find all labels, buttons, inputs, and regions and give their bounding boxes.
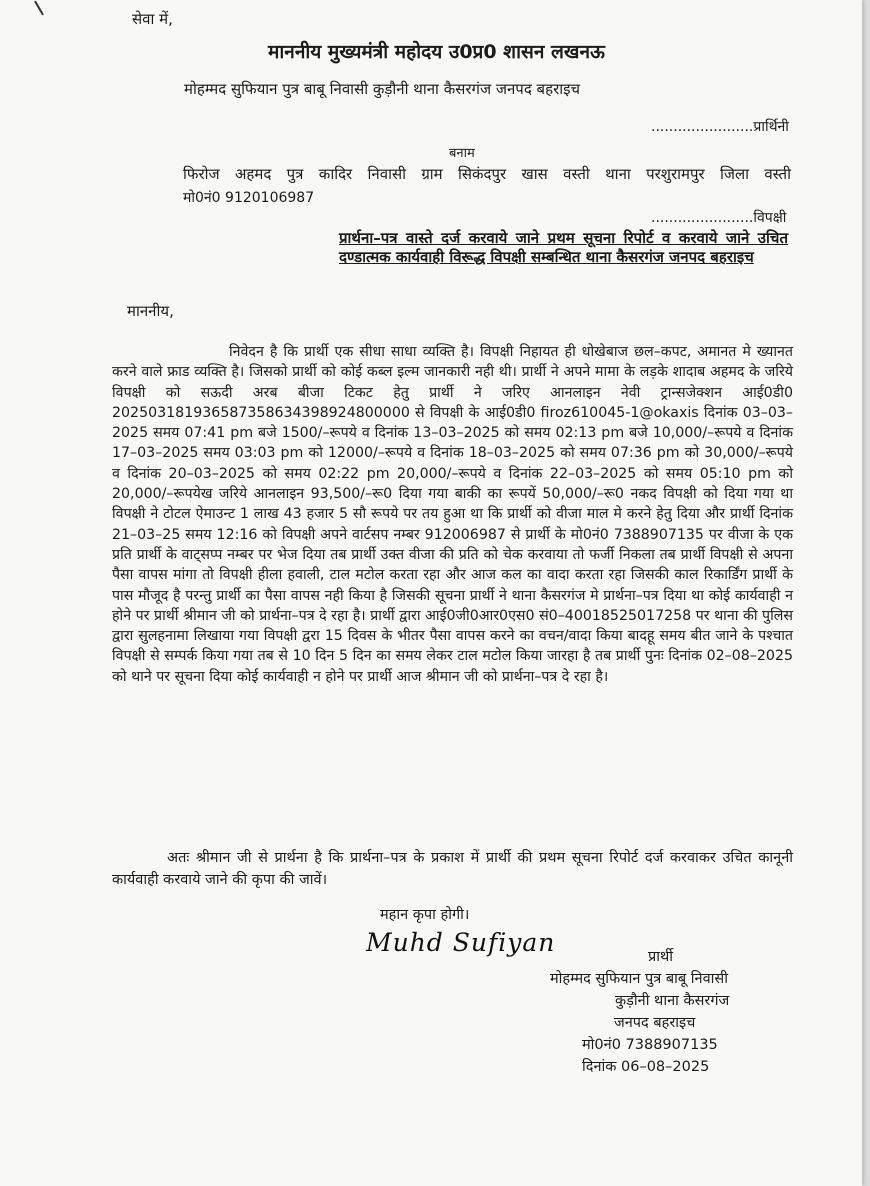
versus-label: बनाम (449, 146, 475, 161)
signature-block (550, 946, 810, 1078)
applicant-line: मोहम्मद सुफियान पुत्र बाबू निवासी कुड़ौनी थाना कैसरगंज जनपद बहराइच (184, 80, 581, 98)
pen-mark (34, 1, 44, 16)
sign-name: मोहम्मद सुफियान पुत्र बाबू निवासी (550, 971, 728, 987)
closing-line: महान कृपा होगी। (380, 907, 470, 923)
opponent-mobile: मो0नं0 9120106987 (183, 190, 315, 206)
subject-line: प्रार्थना–पत्र वास्ते दर्ज करवाये जाने प्रथम सूचना रिपोर्ट व करवाये जाने उचित दण्डात्मक कार्यवाही विरूद्ध विपक्षी सम्बन्धित थाना कैसरगंज जनपद बहराइच (339, 229, 788, 266)
salutation-top: सेवा में, (132, 10, 173, 28)
sign-role: प्रार्थी (648, 949, 674, 965)
sign-mobile: मो0नं0 7388907135 (582, 1037, 718, 1053)
salutation: माननीय, (127, 302, 174, 320)
opponent-role: .......................विपक्षी (651, 210, 787, 226)
applicant-role: .......................प्रार्थिनी (651, 119, 789, 135)
sign-address-2: जनपद बहराइच (614, 1015, 696, 1031)
request-paragraph: अतः श्रीमान जी से प्रार्थना है कि प्रार्थना–पत्र के प्रकाश में प्रार्थी की प्रथम सूचना रिपोर्ट दर्ज करवाकर उचित कानूनी कार्यवाही करवाये जाने की कृपा की जावें। (112, 850, 793, 888)
addressee-title: माननीय मुख्यमंत्री महोदय उ0प्र0 शासन लखनऊ (268, 41, 605, 63)
opponent-line: फिरोज अहमद पुत्र कादिर निवासी ग्राम सिकंदपुर खास वस्ती थाना परशुरामपुर जिला वस्ती (183, 165, 791, 183)
body-paragraph: निवेदन है कि प्रार्थी एक सीधा साधा व्यक्ति है। विपक्षी निहायत ही धोखेबाज छल–कपट, अमानत मे ख्यानत करने वाले फ्राड व्यक्ति है। जिसको प्रार्थी को कोई कब्ल इल्म जानकारी नही थी। प्रार्थी ने अपने मामा के लड़के शादाब अहमद के जरिये विपक्षी को सऊदी अरब बीजा टिकट हेतु प्रार्थी ने जरिए आनलाइन नेवी ट्रान्सजेक्शन आई0डी0 202503181936587358634398924800000 से विपक्षी के आई0डी0 firoz610045-1@okaxis दिनांक 03–03–2025 समय 07:41 pm बजे 1500/–रूपये व दिनांक 13–03–2025 को समय 02:13 pm बजे 10,000/–रूपये व दिनांक 17–03–2025 समय 03:03 pm को 12000/–रूपये व दिनांक 18–03–2025 को समय 07:36 pm को 30,000/–रूपये व दिनांक 20–03–2025 को समय 02:22 pm 20,000/–रूपये व दिनांक 22–03–2025 को समय 05:10 pm को 20,000/–रूपयेख जरिये आनलाइन 93,500/–रू0 दिया गया बाकी का रूपयें 50,000/–रू0 नकद विपक्षी को दिया गया था विपक्षी ने टोटल ऐमाउन्ट 1 लाख 43 हजार 5 सौ रूपये पर तय हुआ था कि प्रार्थी को वीजा माल मे करने हेतु दिया और प्रार्थी दिनांक 21–03–25 समय 12:16 को विपक्षी अपने वार्टसप नम्बर 912006987 से प्रार्थी के मो0नं0 7388907135 पर वीजा के एक प्रति प्रार्थी के वाट्सप्प नम्बर पर भेज दिया तब प्रार्थी उक्त वीजा की प्रति को चेक करवाया तो फर्जी निकला तब प्रार्थी विपक्षी से अपना पैसा वापस मांगा तो विपक्षी हीला हवाली, टाल मटोल करता रहा और आज कल का वादा करता रहा जिसकी काल रिकार्डिंग प्रार्थी के पास मौजूद है परन्तु प्रार्थी का पैसा वापस नही किया है जिसकी सूचना प्रार्थी ने थाना कैसरगंज मे प्रार्थना–पत्र दिया था कोई कार्यवाही न होने पर प्रार्थी श्रीमान जी को प्रार्थना–पत्र दे रहा है। प्रार्थी द्वारा आई0जी0आर0एस0 सं0–40018525017258 पर थाना की पुलिस द्वारा सुलहनामा लिखाया गया विपक्षी द्वरा 15 दिवस के भीतर पैसा वापस करने का वचन/वादा किया बादहू समय बीत जाने के पश्चात विपक्षी से सम्पर्क किया गया तब से 10 दिन 5 दिन का समय लेकर टाल मटोल किया जारहा है तब प्रार्थी पुनः दिनांक 02–08–2025 को थाने पर सूचना दिया कोई कार्यवाही न होने पर प्रार्थी आज श्रीमान जी को प्रार्थना–पत्र दे रहा है। (112, 344, 793, 685)
handwritten-signature: Muhd Sufiyan (366, 928, 556, 957)
sign-address-1: कुड़ौनी थाना कैसरगंज (615, 993, 730, 1009)
sign-date: दिनांक 06–08–2025 (582, 1059, 710, 1075)
